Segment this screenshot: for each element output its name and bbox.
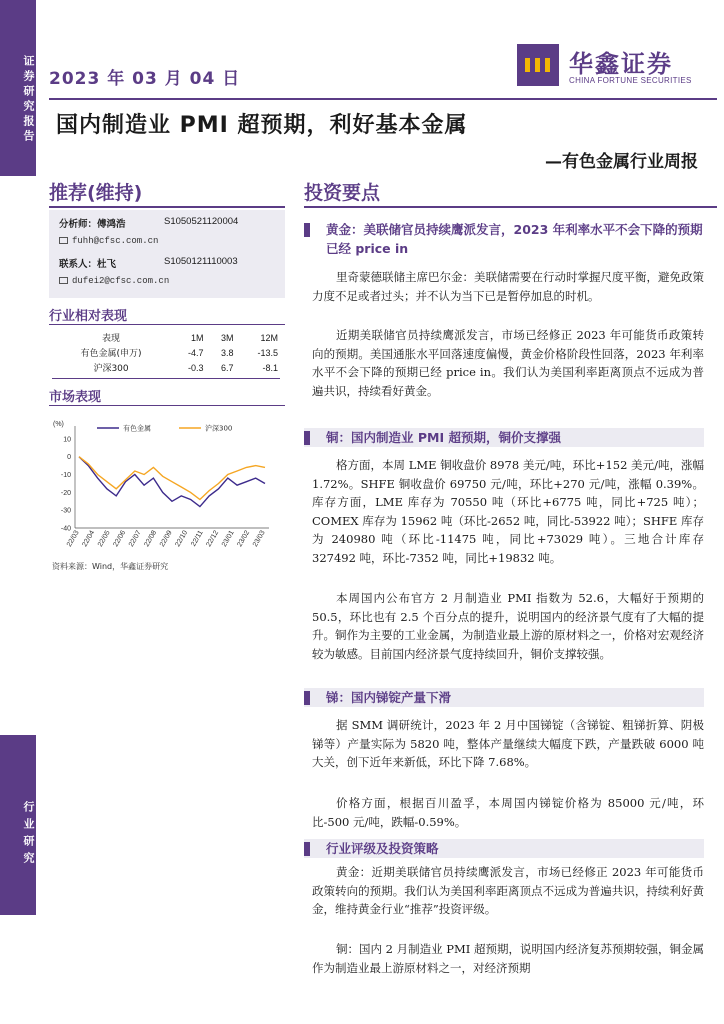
- y-tick-label: -30: [60, 507, 71, 515]
- market-title: 市场表现: [49, 390, 102, 405]
- key-points-title: 投资要点: [304, 182, 381, 204]
- x-tick-label: 22/09: [158, 529, 174, 549]
- x-tick-label: 23/03: [251, 529, 267, 549]
- chart-source: 资料来源：Wind，华鑫证券研究: [52, 562, 169, 571]
- paragraph: 格方面，本周 LME 铜收盘价 8978 美元/吨，环比+152 美元/吨，涨幅 1.72%。SHFE 铜收盘价 69750 元/吨，环比+270 元/吨，涨幅 0.39%。库存方面，LME 库存为 70550 吨（环比+6775 吨，同比+725 吨）；COMEX 库存为 15962 吨（环比-2652 吨，同比-53922 吨）；SHFE 库存为 240980 吨（环比-11475 吨，同比+73029 吨）。三地合计库存 327492 吨，环比-7352 吨，同比+19832 吨。: [312, 458, 704, 565]
- perf-bottom-rule: [52, 378, 280, 379]
- analyst-email[interactable]: fuhh@cfsc.com.cn: [72, 236, 159, 246]
- y-tick-label: -40: [60, 525, 71, 533]
- key-points-divider: [304, 206, 717, 208]
- rating-label: 推荐(维持): [49, 182, 143, 204]
- analyst-row: [59, 216, 126, 230]
- x-tick-label: 22/07: [127, 529, 143, 549]
- section-head-gold: [304, 220, 704, 258]
- header-divider: [49, 98, 717, 100]
- table-header-cell: 3M: [220, 332, 234, 343]
- table-cell: 6.7: [220, 362, 234, 373]
- table-cell: -4.7: [187, 347, 204, 358]
- legend-label: 沪深300: [205, 424, 233, 433]
- x-tick-label: 22/08: [143, 529, 159, 549]
- paragraph: 铜：国内 2 月制造业 PMI 超预期，说明国内经济复苏预期较强，铜金属作为制造业最上游原材料之一，对经济预期: [312, 942, 704, 975]
- sidebar-bottom-label: 行业研究: [22, 801, 35, 869]
- contact-email[interactable]: dufei2@cfsc.com.cn: [72, 276, 170, 286]
- y-tick-label: 0: [67, 454, 71, 462]
- y-axis-label: (%): [53, 421, 64, 428]
- perf-divider: [49, 324, 285, 325]
- logo-mark-icon: [517, 44, 559, 86]
- x-tick-label: 22/05: [96, 529, 112, 549]
- table-row: [52, 345, 280, 360]
- email-icon: [59, 237, 68, 244]
- logo-name-en: CHINA FORTUNE SECURITIES: [569, 76, 692, 85]
- perf-title: 行业相对表现: [49, 309, 128, 324]
- contact-cert: S1050121110003: [164, 256, 238, 267]
- table-cell: -8.1: [262, 362, 278, 373]
- x-tick-label: 22/11: [190, 529, 205, 548]
- sidebar-top-label: 证券研究报告: [22, 55, 35, 145]
- analyst-box: [49, 210, 285, 298]
- x-tick-label: 22/03: [65, 529, 81, 549]
- paragraph: 据 SMM 调研统计，2023 年 2 月中国锑锭（含锑锭、粗锑折算、阴极锑等）产量实际为 5820 吨，整体产量继续大幅度下跌，产量跌破 6000 吨大关，创下近年来新低，环比下降 7.68%。: [312, 718, 704, 769]
- perf-table: [52, 330, 280, 375]
- table-cell: -13.5: [257, 347, 278, 358]
- section-head-text: 锑：国内锑锭产量下滑: [326, 690, 452, 705]
- analyst-name: 分析师：傅鸿浩: [59, 219, 126, 230]
- series-line: [79, 457, 265, 500]
- section-head-strategy: [304, 839, 704, 858]
- email-icon: [59, 277, 68, 284]
- x-tick-label: 23/02: [236, 529, 252, 549]
- x-tick-label: 22/04: [81, 529, 97, 549]
- paragraph: 价格方面，根据百川盈孚，本周国内锑锭价格为 85000 元/吨，环比-500 元/吨，跌幅-0.59%。: [312, 796, 704, 829]
- contact-email-row: [59, 276, 169, 286]
- logo-name-cn: 华鑫证券: [569, 50, 673, 78]
- report-subtitle: —有色金属行业周报: [545, 152, 698, 172]
- table-cell: 有色金属(申万): [80, 349, 142, 359]
- table-header-cell: 1M: [190, 332, 204, 343]
- x-tick-label: 22/12: [205, 529, 221, 549]
- y-tick-label: 10: [63, 436, 71, 444]
- company-logo: [517, 44, 717, 94]
- table-header-row: [52, 330, 280, 345]
- paragraph: 本周国内公布官方 2 月制造业 PMI 指数为 52.6，大幅好于预期的 50.5，环比也有 2.5 个百分点的提升，说明国内的经济景气度有了大幅的提升。铜作为主要的工业金属，为制造业最上游的原材料之一，价格对宏观经济较为敏感。目前国内经济景气度持续回升，铜价支撑较强。: [312, 591, 704, 661]
- section-head-antimony: [304, 688, 704, 707]
- contact-name: 联系人：杜飞: [59, 259, 117, 270]
- table-header-cell: 表现: [102, 333, 121, 343]
- section-head-copper: [304, 428, 704, 447]
- table-row: [52, 360, 280, 375]
- analyst-cert: S1050521120004: [164, 216, 239, 227]
- table-cell: -0.3: [187, 362, 204, 373]
- y-tick-label: -10: [60, 472, 71, 480]
- x-tick-label: 23/01: [220, 529, 236, 549]
- report-title: 国内制造业 PMI 超预期，利好基本金属: [56, 113, 468, 138]
- section-head-text: 行业评级及投资策略: [326, 841, 439, 856]
- report-date: 2023 年 03 月 04 日: [49, 69, 241, 89]
- paragraph: 黄金：近期美联储官员持续鹰派发言，市场已经修正 2023 年可能货币政策转向的预期。我们认为美国利率距离顶点不远成为普遍共识，持续利好黄金，维持黄金行业“推荐”投资评级。: [312, 865, 704, 916]
- y-tick-label: -20: [60, 489, 71, 497]
- x-tick-label: 22/06: [112, 529, 128, 549]
- x-tick-label: 22/10: [174, 529, 190, 549]
- table-cell: 沪深300: [93, 364, 129, 374]
- paragraph: 里奇蒙德联储主席巴尔金：美联储需要在行动时掌握尺度平衡，避免政策力度不足或者过头；并不认为当下已是暂停加息的时机。: [312, 270, 704, 303]
- rating-divider: [49, 206, 285, 208]
- market-chart: [49, 416, 285, 574]
- analyst-email-row: [59, 236, 158, 246]
- market-chart-svg: [49, 416, 285, 561]
- section-head-text: 黄金：美联储官员持续鹰派发言，2023 年利率水平不会下降的预期已经 price in: [326, 222, 703, 256]
- market-divider: [49, 405, 285, 406]
- contact-row: [59, 256, 116, 270]
- section-head-text: 铜：国内制造业 PMI 超预期，铜价支撑强: [326, 430, 561, 445]
- paragraph: 近期美联储官员持续鹰派发言，市场已经修正 2023 年可能货币政策转向的预期。美国通胀水平回落速度偏慢，黄金价格阶段性回落，2023 年利率水平不会下降的预期已经 price in。我们认为美国利率距离顶点不远成为普遍共识，持续看好黄金。: [312, 328, 704, 398]
- legend-label: 有色金属: [123, 424, 151, 433]
- table-cell: 3.8: [220, 347, 234, 358]
- table-header-cell: 12M: [260, 332, 278, 343]
